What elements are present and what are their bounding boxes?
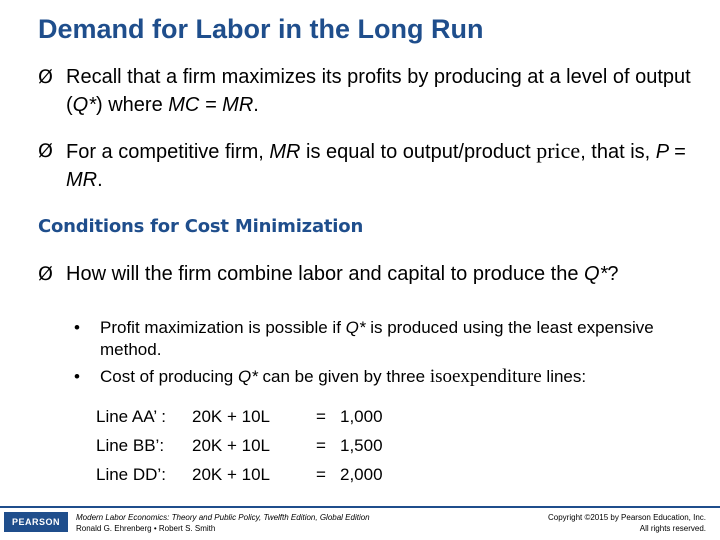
sub-bullet-text: Cost of producing Q* can be given by three isoexpenditure lines: bbox=[100, 366, 587, 387]
dot-bullet-icon: • bbox=[74, 367, 80, 386]
equation-value: 1,000 bbox=[340, 407, 383, 426]
pearson-logo: PEARSON bbox=[4, 512, 68, 532]
equals-sign: = bbox=[316, 465, 326, 484]
equation-label: Line DD’: bbox=[96, 465, 166, 484]
sub-bullet-least-expensive bbox=[74, 317, 710, 361]
equation-value: 2,000 bbox=[340, 465, 383, 484]
arrow-bullet-icon: Ø bbox=[38, 263, 53, 285]
footer-divider bbox=[0, 506, 720, 508]
dot-bullet-icon: • bbox=[74, 318, 80, 337]
bullet-competitive-firm bbox=[38, 137, 716, 194]
section-subheading: Conditions for Cost Minimization bbox=[38, 216, 364, 237]
arrow-bullet-icon: Ø bbox=[38, 66, 53, 88]
equation-expression: 20K + 10L bbox=[192, 436, 270, 455]
equation-expression: 20K + 10L bbox=[192, 465, 270, 484]
bullet-text: How will the firm combine labor and capital to produce the Q*? bbox=[66, 263, 619, 285]
slide-title: Demand for Labor in the Long Run bbox=[38, 14, 484, 44]
copyright-text: Copyright ©2015 by Pearson Education, Inc. bbox=[548, 513, 706, 522]
rights-text: All rights reserved. bbox=[639, 524, 706, 533]
equals-sign: = bbox=[316, 407, 326, 426]
equation-expression: 20K + 10L bbox=[192, 407, 270, 426]
bullet-combine-inputs bbox=[38, 260, 716, 288]
sub-bullet-text: Profit maximization is possible if Q* is produced using the least expensive method. bbox=[100, 318, 654, 359]
sub-bullet-isoexpenditure bbox=[74, 366, 710, 388]
equation-value: 1,500 bbox=[340, 436, 383, 455]
equation-label: Line BB’: bbox=[96, 436, 165, 455]
footer-authors: Ronald G. Ehrenberg • Robert S. Smith bbox=[76, 524, 216, 533]
footer-citation bbox=[76, 512, 370, 534]
bullet-profit-max bbox=[38, 63, 716, 119]
equation-row bbox=[96, 460, 383, 489]
arrow-bullet-icon: Ø bbox=[38, 140, 53, 162]
isoexpenditure-equations bbox=[96, 402, 383, 489]
equation-row bbox=[96, 402, 383, 431]
equals-sign: = bbox=[316, 436, 326, 455]
bullet-text: Recall that a firm maximizes its profits by producing at a level of output (Q*) where MC = MR. bbox=[66, 66, 691, 116]
bullet-text: For a competitive firm, MR is equal to output/product price, that is, P = MR. bbox=[66, 138, 686, 191]
equation-label: Line AA’ : bbox=[96, 407, 166, 426]
footer-copyright bbox=[548, 512, 706, 534]
equation-row bbox=[96, 431, 383, 460]
footer-book-title: Modern Labor Economics: Theory and Public Policy, Twelfth Edition, Global Edition bbox=[76, 513, 370, 522]
